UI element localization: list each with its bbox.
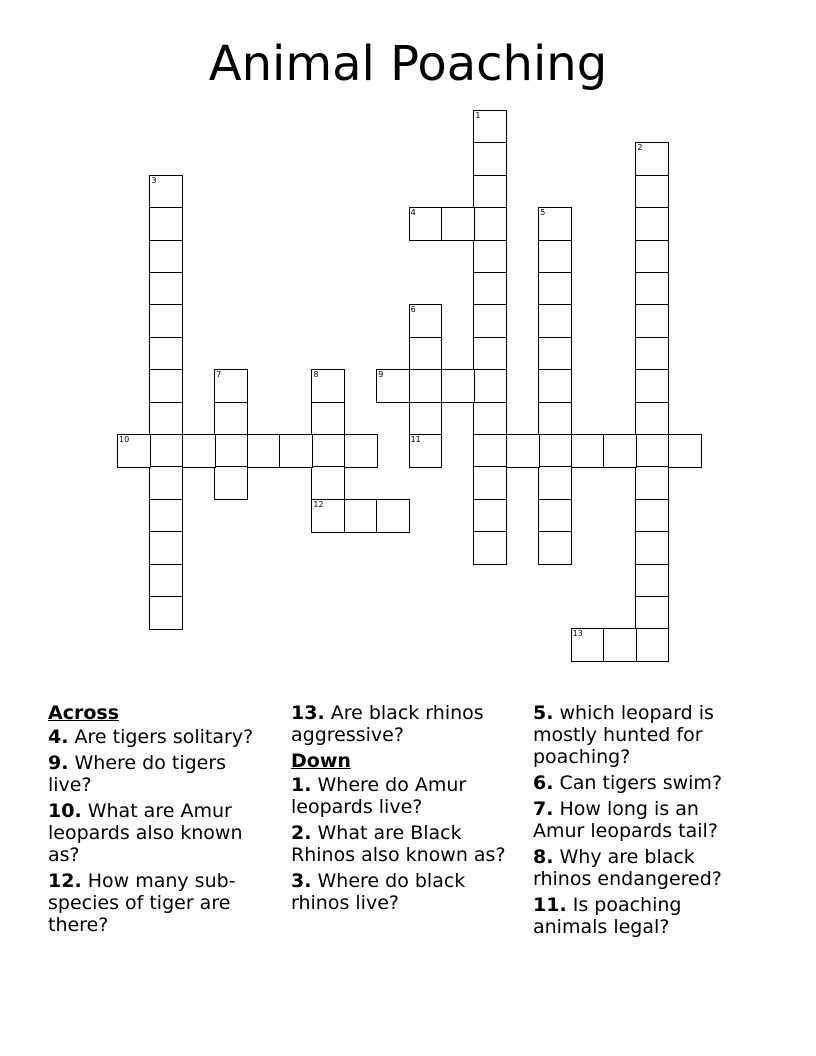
grid-cell[interactable] [149,240,183,274]
grid-cell[interactable] [182,434,216,468]
grid-cell[interactable] [473,369,507,403]
clue-number-label: 8 [313,370,319,380]
grid-cell[interactable] [311,369,345,403]
clue-number: 6. [533,772,554,794]
grid-cell[interactable] [635,628,669,662]
clue-down-1 [291,774,519,818]
grid-cell[interactable] [149,596,183,630]
clue-number: 12. [48,870,82,892]
clue-number: 11. [533,894,567,916]
clue-number: 5. [533,702,554,724]
clue-down-11 [533,894,743,938]
grid-cell[interactable] [571,434,605,468]
clue-number: 9. [48,752,69,774]
grid-cell[interactable] [635,434,669,468]
grid-cell[interactable] [441,369,475,403]
grid-cell[interactable] [149,434,183,468]
grid-cell[interactable] [538,337,572,371]
clue-number-label: 13 [572,629,583,639]
grid-cell[interactable] [538,207,572,241]
clue-number: 10. [48,800,82,822]
grid-cell[interactable] [538,499,572,533]
grid-cell[interactable] [635,402,669,436]
clue-number-label: 5 [540,208,546,218]
clue-number: 2. [291,822,312,844]
clue-number: 7. [533,798,554,820]
clues-column-2 [291,702,519,918]
crossword-grid [117,110,702,662]
clue-text: How many sub-species of tiger are there? [48,870,236,936]
clue-down-6 [533,772,743,794]
grid-cell[interactable] [409,207,443,241]
grid-cell[interactable] [279,434,313,468]
grid-cell[interactable] [409,369,443,403]
grid-cell[interactable] [635,337,669,371]
clues-column-3 [533,702,743,942]
clue-number-label: 3 [151,175,157,185]
grid-cell[interactable] [635,304,669,338]
grid-cell[interactable] [149,272,183,306]
grid-cell[interactable] [473,531,507,565]
grid-cell[interactable] [571,628,605,662]
clue-across-4 [48,726,268,748]
grid-cell[interactable] [635,240,669,274]
grid-cell[interactable] [635,466,669,500]
clue-number-label: 12 [313,499,324,509]
grid-cell[interactable] [635,175,669,209]
clue-across-10 [48,800,268,866]
grid-cell[interactable] [214,369,248,403]
clue-text: Are black rhinos aggressive? [291,702,484,746]
clue-number-label: 6 [410,305,416,315]
puzzle-title: Animal Poaching [208,36,608,92]
grid-cell[interactable] [473,175,507,209]
grid-cell[interactable] [668,434,702,468]
clue-down-8 [533,846,743,890]
clue-text: Is poaching animals legal? [533,894,682,938]
grid-cell[interactable] [311,402,345,436]
grid-cell[interactable] [538,369,572,403]
across-heading: Across [48,702,120,724]
grid-cell[interactable] [473,434,507,468]
grid-cell[interactable] [473,142,507,176]
grid-cell[interactable] [149,402,183,436]
grid-cell[interactable] [311,434,345,468]
grid-cell[interactable] [635,207,669,241]
grid-cell[interactable] [409,337,443,371]
clue-text: Where do Amur leopards live? [291,774,467,818]
grid-cell[interactable] [473,402,507,436]
grid-cell[interactable] [538,304,572,338]
grid-cell[interactable] [635,564,669,598]
grid-cell[interactable] [603,628,637,662]
grid-cell[interactable] [473,110,507,144]
grid-cell[interactable] [538,240,572,274]
grid-cell[interactable] [538,402,572,436]
grid-cell[interactable] [149,175,183,209]
clue-number: 8. [533,846,554,868]
grid-cell[interactable] [149,499,183,533]
grid-cell[interactable] [441,207,475,241]
clue-down-5 [533,702,743,768]
clue-across-9 [48,752,268,796]
grid-cell[interactable] [538,466,572,500]
clue-number-label: 11 [410,435,421,444]
clue-text: Can tigers swim? [559,772,723,794]
grid-cell[interactable] [473,337,507,371]
grid-cell[interactable] [635,531,669,565]
grid-cell[interactable] [311,466,345,500]
grid-cell[interactable] [149,337,183,371]
grid-cell[interactable] [214,466,248,500]
down-heading: Down [291,750,351,772]
clue-text: Why are black rhinos endangered? [533,846,722,890]
clue-down-7 [533,798,743,842]
grid-cell[interactable] [635,272,669,306]
clue-text: Are tigers solitary? [74,726,254,748]
grid-cell[interactable] [473,466,507,500]
grid-cell[interactable] [149,466,183,500]
grid-cell[interactable] [603,434,637,468]
clue-text: How long is an Amur leopards tail? [533,798,718,842]
clue-down-2 [291,822,519,866]
clue-number-label: 1 [475,111,481,120]
clue-number-label: 2 [637,143,643,153]
grid-cell[interactable] [214,402,248,436]
grid-cell[interactable] [149,564,183,598]
grid-cell[interactable] [409,304,443,338]
clue-number-label: 7 [216,370,222,380]
grid-cell[interactable] [635,142,669,176]
grid-cell[interactable] [149,531,183,565]
clue-text: What are Black Rhinos also known as? [291,822,506,866]
grid-cell[interactable] [473,272,507,306]
grid-cell[interactable] [344,499,378,533]
grid-cell[interactable] [214,434,248,468]
grid-cell[interactable] [538,434,572,468]
grid-cell[interactable] [409,402,443,436]
grid-cell[interactable] [247,434,281,468]
clue-text: What are Amur leopards also known as? [48,800,243,866]
clue-text: Where do tigers live? [48,752,227,796]
grid-cell[interactable] [473,304,507,338]
clue-number-label: 4 [410,208,416,218]
clue-number: 3. [291,870,312,892]
grid-cell[interactable] [635,499,669,533]
grid-cell[interactable] [635,596,669,630]
grid-cell[interactable] [409,434,443,468]
clue-number-label: 9 [378,370,384,380]
grid-cell[interactable] [149,304,183,338]
grid-cell[interactable] [506,434,540,468]
clue-down-3 [291,870,519,914]
clue-number-label: 10 [119,435,130,444]
grid-cell[interactable] [376,369,410,403]
clue-number: 13. [291,702,325,724]
grid-cell[interactable] [149,369,183,403]
grid-cell[interactable] [473,240,507,274]
grid-cell[interactable] [344,434,378,468]
clue-number: 4. [48,726,69,748]
clues-column-1 [48,702,268,940]
grid-cell[interactable] [473,207,507,241]
grid-cell[interactable] [538,272,572,306]
clue-across-13 [291,702,519,746]
grid-cell[interactable] [376,499,410,533]
grid-cell[interactable] [311,499,345,533]
grid-cell[interactable] [117,434,151,468]
clue-text: Where do black rhinos live? [291,870,466,914]
clue-across-12 [48,870,268,936]
grid-cell[interactable] [149,207,183,241]
grid-cell[interactable] [538,531,572,565]
clue-text: which leopard is mostly hunted for poaching? [533,702,714,768]
clue-number: 1. [291,774,312,796]
grid-cell[interactable] [473,499,507,533]
grid-cell[interactable] [635,369,669,403]
